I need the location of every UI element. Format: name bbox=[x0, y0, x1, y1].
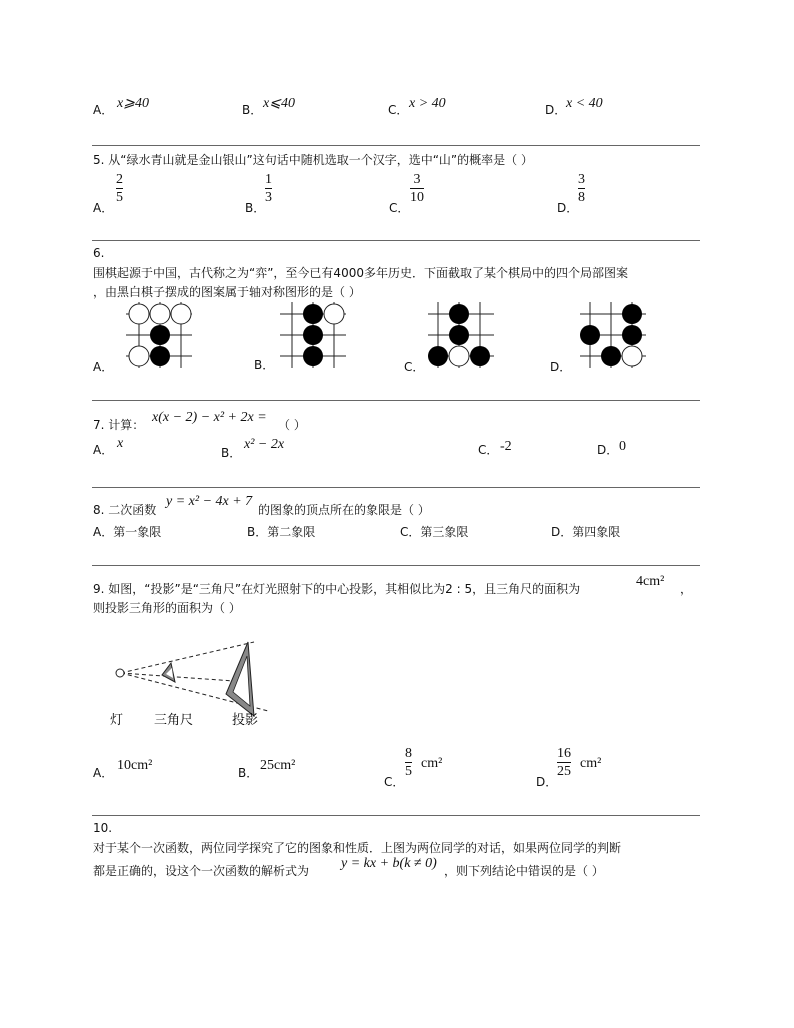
divider-q5-q6 bbox=[92, 240, 700, 241]
q4-option-b-label: B． bbox=[242, 103, 263, 117]
go-pattern-a bbox=[124, 302, 194, 370]
black-stone bbox=[601, 346, 621, 366]
q8-option-a: A．第一象限 bbox=[93, 525, 162, 539]
q9-comma: ， bbox=[680, 582, 693, 596]
q6-number: 6. bbox=[93, 246, 105, 260]
q6-option-d-label: D． bbox=[550, 360, 572, 374]
q4-option-d-label: D． bbox=[545, 103, 567, 117]
figure-label-ruler: 三角尺 bbox=[154, 713, 194, 728]
q4-option-c-label: C． bbox=[388, 103, 409, 117]
q6-stem-line2: ，由黑白棋子摆成的图案属于轴对称图形的是（ ） bbox=[93, 285, 361, 299]
q7-option-b-label: B． bbox=[221, 446, 242, 460]
q8-stem-prefix: 8. 二次函数 bbox=[93, 503, 157, 517]
q5-d-denominator: 8 bbox=[578, 190, 585, 205]
white-stone bbox=[150, 304, 170, 324]
q7-option-c-expr: -2 bbox=[500, 439, 512, 454]
q7-option-a-expr: x bbox=[117, 436, 124, 451]
q9-option-d-fraction bbox=[557, 746, 571, 779]
q9-option-a-label: A． bbox=[93, 766, 114, 780]
white-stone bbox=[129, 346, 149, 366]
q9-option-a-expr: 10cm² bbox=[117, 758, 153, 773]
q5-a-numerator: 2 bbox=[116, 172, 123, 187]
white-stone bbox=[129, 304, 149, 324]
q10-stem-line2-prefix: 都是正确的，设这个一次函数的解析式为 bbox=[93, 864, 310, 878]
q7-option-b-expr: x² − 2x bbox=[244, 437, 285, 452]
q9-option-c-fraction bbox=[405, 746, 412, 779]
q5-stem: 5. 从“绿水青山就是金山银山”这句话中随机选取一个汉字，选中“山”的概率是（ ） bbox=[93, 153, 533, 167]
figure-label-lamp: 灯 bbox=[110, 713, 124, 728]
q7-option-d-label: D． bbox=[597, 443, 619, 457]
fraction-bar bbox=[405, 762, 412, 763]
black-stone bbox=[150, 346, 170, 366]
divider-q8-q9 bbox=[92, 565, 700, 566]
divider-q6-q7 bbox=[92, 400, 700, 401]
q6-stem-line1: 围棋起源于中国，古代称之为“弈”，至今已有4000多年历史．下面截取了某个棋局中的四个局部图案 bbox=[93, 266, 628, 280]
black-stone bbox=[303, 304, 323, 324]
white-stone bbox=[324, 304, 344, 324]
q5-option-a-label: A． bbox=[93, 201, 114, 215]
q5-option-c-fraction bbox=[410, 172, 424, 205]
black-stone bbox=[449, 325, 469, 345]
q5-d-numerator: 3 bbox=[578, 172, 585, 187]
q7-stem-suffix: （ ） bbox=[278, 418, 306, 432]
q5-c-denominator: 10 bbox=[410, 190, 424, 205]
q5-option-b-label: B． bbox=[245, 201, 266, 215]
black-stone bbox=[449, 304, 469, 324]
q10-expression: y = kx + b(k ≠ 0) bbox=[341, 856, 437, 871]
q6-option-c-label: C． bbox=[404, 360, 425, 374]
q9-option-c-unit: cm² bbox=[421, 756, 443, 771]
q4-option-d-expr: x < 40 bbox=[566, 96, 603, 111]
q5-option-d-fraction bbox=[578, 172, 585, 205]
q5-c-numerator: 3 bbox=[413, 172, 421, 187]
q7-option-a-label: A． bbox=[93, 443, 114, 457]
divider-q9-q10 bbox=[92, 815, 700, 816]
black-stone bbox=[622, 304, 642, 324]
q8-option-c: C．第三象限 bbox=[400, 525, 469, 539]
q9-option-b-label: B． bbox=[238, 766, 259, 780]
q8-stem-suffix: 的图象的顶点所在的象限是（ ） bbox=[258, 503, 430, 517]
q8-expression: y = x² − 4x + 7 bbox=[166, 494, 253, 509]
q9-d-denominator: 25 bbox=[557, 764, 571, 779]
q6-option-a-label: A． bbox=[93, 360, 114, 374]
q8-option-b: B．第二象限 bbox=[247, 525, 316, 539]
q5-a-denominator: 5 bbox=[116, 190, 123, 205]
q7-option-c-label: C． bbox=[478, 443, 499, 457]
q9-option-c-label: C． bbox=[384, 775, 405, 789]
q9-c-denominator: 5 bbox=[405, 764, 412, 779]
black-stone bbox=[303, 346, 323, 366]
black-stone bbox=[470, 346, 490, 366]
black-stone bbox=[622, 325, 642, 345]
q6-option-b-label: B． bbox=[254, 358, 275, 372]
q9-option-d-unit: cm² bbox=[580, 756, 602, 771]
q7-expression: x(x − 2) − x² + 2x = bbox=[152, 410, 267, 425]
projection-figure bbox=[108, 632, 298, 732]
q5-b-numerator: 1 bbox=[265, 172, 272, 187]
q4-option-c-expr: x > 40 bbox=[409, 96, 446, 111]
q5-option-b-fraction bbox=[265, 172, 272, 205]
q8-option-d: D．第四象限 bbox=[551, 525, 621, 539]
q4-option-a-expr: x⩾40 bbox=[117, 96, 149, 111]
black-stone bbox=[303, 325, 323, 345]
fraction-bar bbox=[410, 188, 424, 189]
q10-stem-line1: 对于某个一次函数，两位同学探究了它的图象和性质．上图为两位同学的对话，如果两位同学的判断 bbox=[93, 841, 622, 855]
q9-stem-line2: 则投影三角形的面积为（ ） bbox=[93, 601, 241, 615]
q7-stem-prefix: 7. 计算： bbox=[93, 418, 145, 432]
q5-option-d-label: D． bbox=[557, 201, 579, 215]
q5-option-a-fraction bbox=[116, 172, 123, 205]
figure-label-projection: 投影 bbox=[232, 713, 259, 728]
q7-option-d-expr: 0 bbox=[619, 439, 626, 454]
fraction-bar bbox=[265, 188, 272, 189]
divider-q7-q8 bbox=[92, 487, 700, 488]
q9-option-d-label: D． bbox=[536, 775, 558, 789]
q10-stem-line2-suffix: ，则下列结论中错误的是（ ） bbox=[444, 864, 604, 878]
lamp-icon bbox=[116, 669, 124, 677]
fraction-bar bbox=[578, 188, 585, 189]
q10-number: 10. bbox=[93, 821, 113, 835]
white-stone bbox=[449, 346, 469, 366]
go-pattern-b bbox=[278, 302, 348, 370]
black-stone bbox=[150, 325, 170, 345]
white-stone bbox=[171, 304, 191, 324]
q9-c-numerator: 8 bbox=[405, 746, 412, 761]
fraction-bar bbox=[116, 188, 123, 189]
go-pattern-d bbox=[578, 302, 648, 370]
q5-option-c-label: C． bbox=[389, 201, 410, 215]
black-stone bbox=[428, 346, 448, 366]
q9-stem-line1: 9. 如图，“投影”是“三角尺”在灯光照射下的中心投影，其相似比为2 : 5，且三角尺的面积为 bbox=[93, 582, 581, 596]
q4-option-a-label: A． bbox=[93, 103, 114, 117]
black-stone bbox=[580, 325, 600, 345]
q4-option-b-expr: x⩽40 bbox=[263, 96, 295, 111]
fraction-bar bbox=[557, 762, 571, 763]
q9-d-numerator: 16 bbox=[557, 746, 571, 761]
q9-area: 4cm² bbox=[636, 574, 665, 589]
q9-option-b-expr: 25cm² bbox=[260, 758, 296, 773]
divider-q4-q5 bbox=[92, 145, 700, 146]
q5-b-denominator: 3 bbox=[265, 190, 272, 205]
go-pattern-c bbox=[426, 302, 496, 370]
white-stone bbox=[622, 346, 642, 366]
